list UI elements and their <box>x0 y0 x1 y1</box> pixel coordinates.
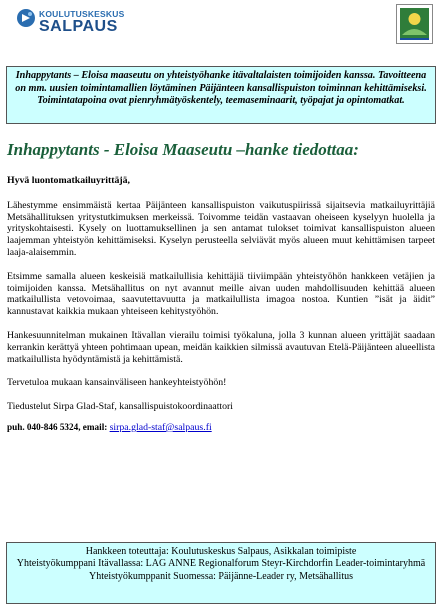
footer-line-3: Yhteistyökumppanit Suomessa: Päijänne-Leader ry, Metsähallitus <box>88 570 354 582</box>
email-link[interactable]: sirpa.glad-staf@salpaus.fi <box>109 421 212 433</box>
page-title: Inhappytants - Eloisa Maaseutu –hanke tiedottaa: <box>7 140 359 159</box>
paragraph-1: Lähestymme ensimmäistä kertaa Päijänteen kansallispuiston vaikutuspiirissä sijaitsevia matkailuyrittäjiä Metsähallituksen yritystutkimuksen merkeissä. Toivomme teidän vastaavan oheiseen kyselyyn huolella ja yrityskohtaisesti. Kysely on luottamuksellinen ja sen antamat tulokset toimivat kansallispuiston alueen laajemman yhteistyön kehittämiseksi. Kyselyn perusteella selviävät myös alueen muut kehittämisen tarpeet laaja-alaisemmin. <box>7 199 435 258</box>
leader-emblem-icon <box>397 5 432 43</box>
contact-details <box>7 422 435 434</box>
logo-text-top: KOULUTUSKESKUS <box>39 9 125 19</box>
footer-line-1: Hankkeen toteuttaja: Koulutuskeskus Salpaus, Asikkalan toimipiste <box>85 546 357 557</box>
greeting: Hyvä luontomatkailuyrittäjä, <box>7 175 131 186</box>
footer-line-2: Yhteistyökumppani Itävallassa: LAG ANNE Regionalforum Steyr-Kirchdorfin Leader-toimintaryhmä <box>16 558 426 570</box>
paragraph-3: Hankesuunnitelman mukainen Itävallan vierailu toimisi työkaluna, jolla 3 kunnan alueen yrittäjät saadaan kerrankin kerättyä yhteen pohtimaan upean, meidän kaikkien silmissä avautuvan Etelä-Päijänteen alueellista matkailullista hyödyntämistä ja kehittämistä. <box>7 329 435 365</box>
salpaus-logo <box>16 7 126 37</box>
intro-box: Inhappytants – Eloisa maaseutu on yhteistyöhanke itävaltalaisten toimijoiden kanssa. Tavoitteena on mm. uusien toimintamallien löytäminen Päijänteen kansallispuiston toiminnan kehittämiseksi. Toimintatapoina ovat pienryhmätyöskentely, teemaseminaarit, työpajat ja opintomatkat. <box>6 66 436 124</box>
letter-body <box>7 175 435 446</box>
leader-logo <box>396 4 433 44</box>
paragraph-4: Tervetuloa mukaan kansainväliseen hankeyhteistyöhön! <box>7 377 227 389</box>
footer-box <box>6 542 436 604</box>
logo-text-bottom: SALPAUS <box>39 18 118 35</box>
salpaus-logo-mark-icon <box>16 8 36 28</box>
phone-label: puh. 040-846 5324, email: <box>7 421 110 432</box>
contact-line: Tiedustelut Sirpa Glad-Staf, kansallispuistokoordinaattori <box>7 401 234 413</box>
paragraph-2: Etsimme samalla alueen keskeisiä matkailullisia kehittäjiä tiiviimpään yhteistyöhön hankkeen vetäjien ja toimijoiden kanssa. Metsähallitus on nyt avannut meille aivan uuden mahdollisuuden kehittää alueen matkailullista vetovoimaa, saavutettavuutta ja matkailullista imagoa nostoa. Kuntien ”isät ja äidit” kannustavat kaikkia mukaan yhteiseen kehitystyöhön. <box>7 270 435 318</box>
